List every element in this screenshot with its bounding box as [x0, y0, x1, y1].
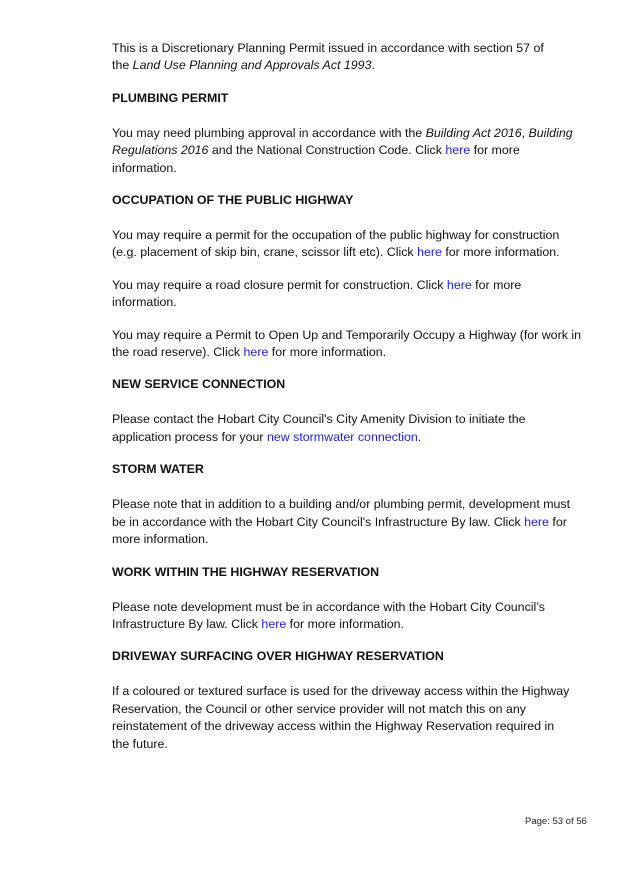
- intro-text: This is a Discretionary Planning Permit issued in accordance with section 57 of the: [112, 41, 544, 73]
- plumbing-text-3: and the National Construction Code. Click: [208, 143, 446, 158]
- building-act-citation: Building Act 2016: [425, 125, 522, 140]
- occupation-text-3a: You may require a Permit to Open Up and Temporarily Occupy a Highway (for work in the road reserve). Click: [112, 327, 581, 360]
- storm-heading: STORM WATER: [112, 462, 204, 477]
- occupation-text-2a: You may require a road closure permit for construction. Click: [112, 277, 447, 292]
- plumbing-heading: PLUMBING PERMIT: [112, 90, 229, 105]
- occupation-text-3b: for more information.: [268, 345, 387, 360]
- plumbing-text-4: for more information.: [112, 143, 520, 175]
- building-regulations-citation: Building Regulations 2016: [112, 125, 573, 158]
- occupation-here-link-1[interactable]: here: [417, 245, 442, 260]
- plumbing-paragraph: [112, 125, 582, 177]
- service-paragraph: [112, 411, 532, 446]
- service-heading: NEW SERVICE CONNECTION: [112, 377, 286, 392]
- occupation-text-2b: for more information.: [112, 277, 522, 310]
- plumbing-here-link[interactable]: here: [445, 143, 471, 158]
- occupation-paragraph-1: [112, 227, 582, 262]
- driveway-paragraph: If a coloured or textured surface is used for the driveway access within the Highway Reservation, the Council or other service provider will not match this on any reinstatement of the driveway access within the Highway Reservation required in the future.: [112, 684, 570, 751]
- storm-text-end: for more information.: [112, 514, 567, 547]
- plumbing-text-1: You may need plumbing approval in accordance with the: [112, 125, 426, 140]
- page-number: Page: 53 of 56: [525, 816, 587, 827]
- highway-here-link[interactable]: here: [261, 616, 287, 631]
- highway-text-end: for more information.: [286, 616, 404, 631]
- occupation-heading: OCCUPATION OF THE PUBLIC HIGHWAY: [112, 193, 354, 208]
- service-text: Please contact the Hobart City Council's City Amenity Division to initiate the application process for your: [112, 412, 526, 444]
- occupation-paragraph-3: [112, 327, 582, 362]
- highway-heading: WORK WITHIN THE HIGHWAY RESERVATION: [112, 564, 380, 579]
- occupation-text-1b: for more information.: [441, 245, 560, 260]
- storm-text: Please note that in addition to a building and/or plumbing permit, development must be in accordance with the Hobart City Council's Infrastructure By law. Click: [112, 497, 571, 529]
- occupation-paragraph-2: [112, 277, 582, 312]
- highway-paragraph: [112, 599, 552, 634]
- plumbing-text-2: ,: [521, 125, 529, 140]
- open-up-highway-here-link[interactable]: here: [243, 345, 269, 360]
- driveway-heading: DRIVEWAY SURFACING OVER HIGHWAY RESERVATION: [112, 649, 444, 664]
- act-citation: Land Use Planning and Approvals Act 1993: [132, 58, 372, 73]
- road-closure-here-link[interactable]: here: [446, 277, 472, 292]
- document-body: [112, 40, 582, 753]
- storm-paragraph: [112, 496, 582, 548]
- storm-here-link[interactable]: here: [524, 514, 549, 529]
- occupation-text-1a: You may require a permit for the occupation of the public highway for construction (e.g. placement of skip bin, crane, scissor lift etc). Click: [112, 228, 560, 260]
- stormwater-connection-link[interactable]: new stormwater connection: [266, 429, 418, 444]
- intro-end: .: [371, 58, 375, 73]
- service-text-end: .: [417, 429, 422, 444]
- intro-paragraph: [112, 40, 552, 75]
- highway-text: Please note development must be in accordance with the Hobart City Council’s Infrastructure By law. Click: [112, 599, 545, 631]
